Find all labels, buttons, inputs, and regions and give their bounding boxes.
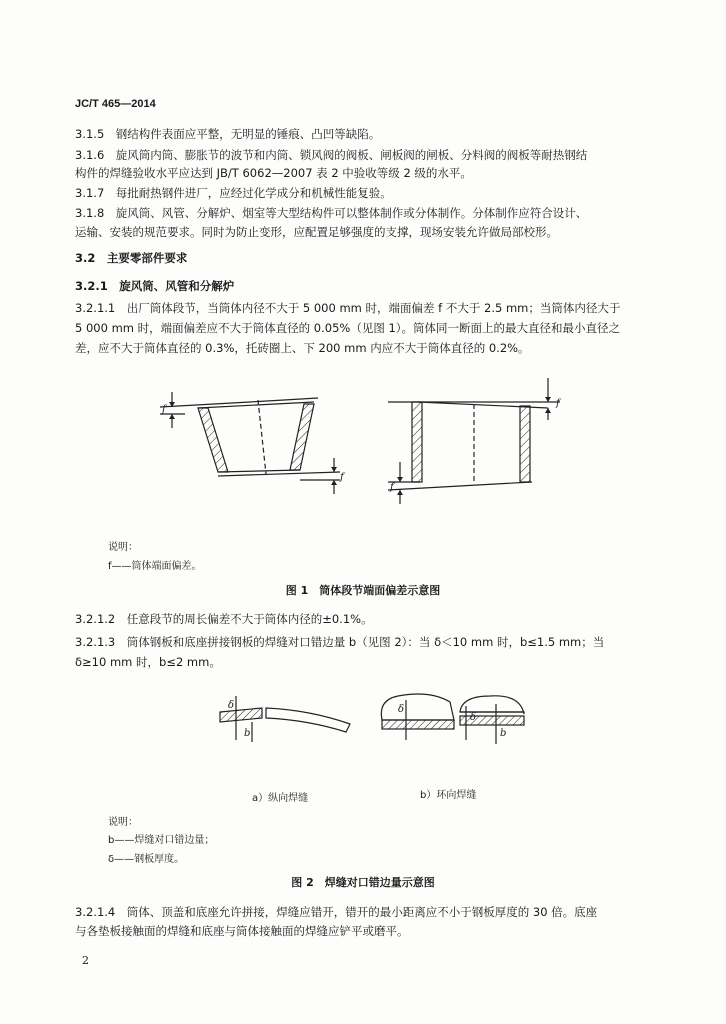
- figure-1-diagram: [0, 370, 726, 510]
- clause-3-1-8-line2: 运输、安装的规范要求。同时为防止变形，应配置足够强度的支撑，现场安装允许做局部校形。: [75, 225, 558, 239]
- clause-3-2-1-3-line2: δ≥10 mm 时，b≤2 mm。: [75, 655, 221, 669]
- fig2-sub-b: b）环向焊缝: [420, 790, 477, 801]
- clause-3-2-1-4-line2: 与各垫板接触面的焊缝和底座与筒体接触面的焊缝应铲平或磨平。: [75, 924, 409, 938]
- clause-3-1-5: 3.1.5 钢结构件表面应平整，无明显的锤痕、凸凹等缺陷。: [75, 127, 381, 141]
- clause-3-2-1-4-line1: 3.2.1.4 筒体、顶盖和底座允许拼接，焊缝应错开，错开的最小距离应不小于钢板厚度的 30 倍。底座: [75, 905, 598, 919]
- clause-3-2-1-3-line1: 3.2.1.3 筒体钢板和底座拼接钢板的焊缝对口错边量 b（见图 2）：当 δ＜10 mm 时，b≤1.5 mm；当: [75, 635, 605, 649]
- fig2-note-title: 说明：: [108, 817, 138, 828]
- page-number: 2: [82, 954, 89, 967]
- clause-3-2-1-1-line2: 5 000 mm 时，端面偏差应不大于筒体直径的 0.05%（见图 1）。筒体同一断面上的最大直径和最小直径之: [75, 321, 621, 335]
- fig2-label-delta-b1: δ: [398, 704, 405, 715]
- clause-3-1-7: 3.1.7 每批耐热钢件进厂，应经过化学成分和机械性能复验。: [75, 186, 392, 200]
- fig1-label-f4: f: [390, 482, 394, 493]
- fig2-label-b-a: b: [244, 728, 251, 739]
- fig1-note-f: f——筒体端面偏差。: [108, 561, 202, 572]
- figure-1-caption: 图 1 筒体段节端面偏差示意图: [285, 584, 441, 597]
- clause-3-1-6-line1: 3.1.6 旋风筒内筒、膨胀节的波节和内筒、锁风阀的阀板、闸板阀的闸板、分料阀的阀板等耐热钢结: [75, 148, 588, 162]
- fig1-label-f1: f: [162, 404, 166, 415]
- fig2-note-delta: δ——钢板厚度。: [108, 854, 185, 865]
- fig2-label-delta-a: δ: [228, 700, 235, 711]
- fig1-label-f2: f: [340, 472, 344, 483]
- figure-2-diagram: [0, 690, 726, 780]
- fig2-label-delta-b2: δ: [470, 712, 477, 723]
- section-3-2-1-heading: 3.2.1 旋风筒、风管和分解炉: [75, 279, 235, 293]
- document-header: JC/T 465—2014: [75, 98, 156, 110]
- clause-3-2-1-2: 3.2.1.2 任意段节的周长偏差不大于筒体内径的±0.1%。: [75, 612, 373, 626]
- clause-3-1-8-line1: 3.1.8 旋风筒、风管、分解炉、烟室等大型结构件可以整体制作或分体制作。分体制作应符合设计、: [75, 206, 588, 220]
- clause-3-2-1-1-line3: 差，应不大于筒体直径的 0.3%，托砖圈上、下 200 mm 内应不大于筒体直径的 0.2%。: [75, 341, 530, 355]
- clause-3-1-6-line2: 构件的焊缝验收水平应达到 JB/T 6062—2007 表 2 中验收等级 2 级的水平。: [75, 166, 472, 180]
- fig2-label-b-b: b: [500, 728, 507, 739]
- fig1-note-title: 说明：: [108, 542, 138, 553]
- figure-2-caption: 图 2 焊缝对口错边量示意图: [291, 876, 435, 889]
- clause-3-2-1-1-line1: 3.2.1.1 出厂筒体段节，当筒体内径不大于 5 000 mm 时，端面偏差 f 不大于 2.5 mm；当筒体内径大于: [75, 301, 621, 315]
- fig2-note-b: b——焊缝对口错边量；: [108, 835, 215, 846]
- section-3-2-heading: 3.2 主要零部件要求: [75, 251, 188, 265]
- fig1-label-f3: f: [556, 398, 560, 409]
- fig2-sub-a: a）纵向焊缝: [252, 793, 309, 804]
